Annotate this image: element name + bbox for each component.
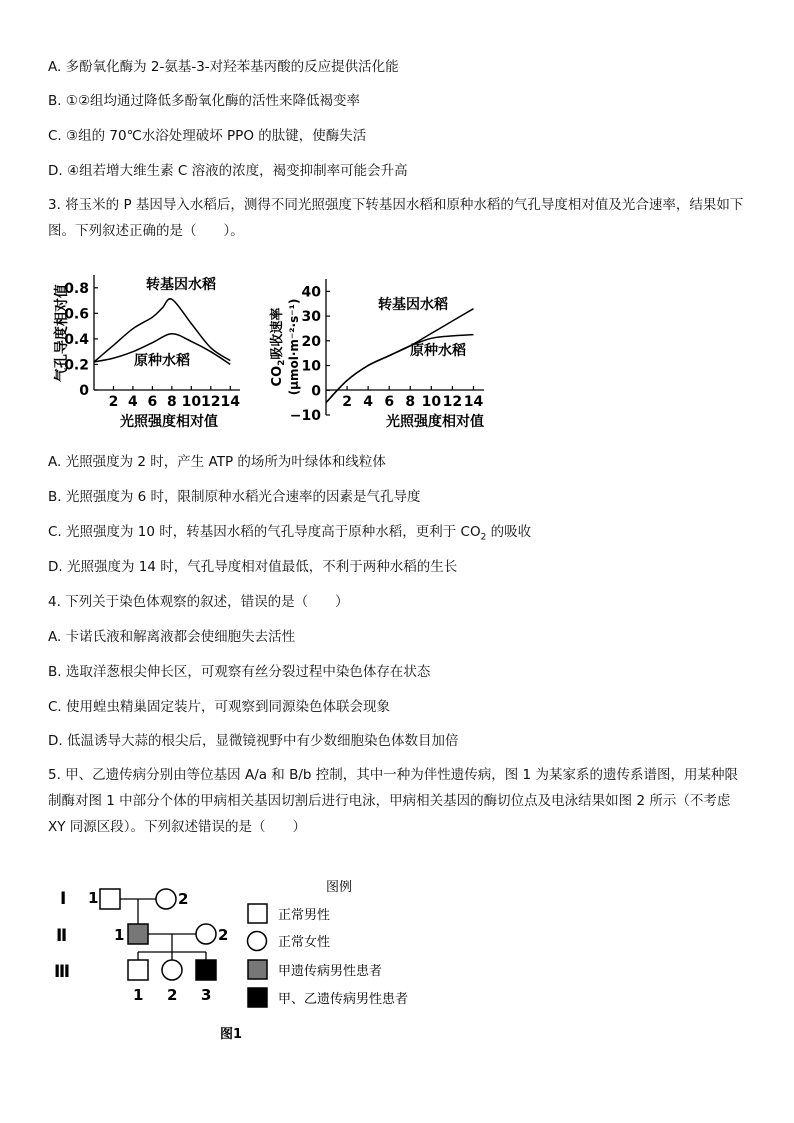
c2-y-tick-label: 20 — [301, 333, 321, 350]
label-I2: 2 — [178, 890, 189, 908]
legend-normal-female-symbol — [248, 932, 267, 951]
legend-disease-a-male: 甲遗传病男性患者 — [278, 964, 383, 979]
c2-xlabel: 光照强度相对值 — [386, 414, 484, 430]
generation-label-1: Ⅰ — [60, 889, 67, 909]
c1-x-tick-label: 12 — [201, 394, 221, 410]
stomatal-conductance-chart — [50, 265, 260, 435]
q2-option-c: C. ③组的 70℃水浴处理破坏 PPO 的肽键，使酶失活 — [48, 128, 367, 144]
label-III2: 2 — [167, 986, 178, 1004]
c2-series-label-transgenic: 转基因水稻 — [378, 297, 448, 313]
q3-option-c-text: C. 光照强度为 10 时，转基因水稻的气孔导度高于原种水稻，更利于 CO — [48, 524, 481, 540]
figure-1-caption: 图1 — [220, 1027, 243, 1042]
c2-ylabel-main: $CO_2$吸收速率 — [270, 307, 287, 387]
individual-I2-normal-female — [156, 889, 176, 909]
c1-y-tick-label: 0.6 — [64, 306, 89, 323]
label-II2: 2 — [218, 926, 229, 944]
q3-stem: 3. 将玉米的 P 基因导入水稻后，测得不同光照强度下转基因水稻和原种水稻的气孔导度相对值及光合速率，结果如下图。下列叙述正确的是（ ）。 — [48, 197, 744, 239]
c1-y-tick-label: 0 — [79, 383, 89, 399]
label-III3: 3 — [201, 986, 212, 1004]
legend-title: 图例 — [326, 880, 353, 895]
label-II1: 1 — [114, 926, 125, 944]
c1-x-tick-label: 4 — [128, 394, 138, 410]
generation-label-2: Ⅱ — [56, 926, 68, 946]
c2-y-tick-label: 10 — [301, 358, 321, 375]
c1-x-tick-label: 2 — [108, 394, 119, 410]
individual-III3-disease-ab-male — [196, 960, 216, 980]
c2-y-tick-label: −10 — [289, 408, 321, 424]
c2-x-tick-label: 12 — [442, 394, 463, 410]
c1-series-label-original: 原种水稻 — [134, 353, 190, 369]
q4-stem: 4. 下列关于染色体观察的叙述，错误的是（ ） — [48, 594, 349, 610]
q4-option-d: D. 低温诱导大蒜的根尖后，显微镜视野中有少数细胞染色体数目加倍 — [48, 733, 459, 749]
c2-x-tick-label: 2 — [342, 394, 352, 410]
q4-option-b: B. 选取洋葱根尖伸长区，可观察有丝分裂过程中染色体存在状态 — [48, 664, 431, 680]
c2-y-tick-label: 0 — [311, 383, 321, 400]
q2-option-b: B. ①②组均通过降低多酚氧化酶的活性来降低褐变率 — [48, 93, 361, 109]
c2-y-tick-label: 40 — [301, 284, 321, 301]
label-III1: 1 — [133, 986, 144, 1004]
generation-label-3: Ⅲ — [54, 962, 71, 982]
c1-ylabel-text: 气孔导度相对值 — [54, 284, 70, 382]
q3-option-d: D. 光照强度为 14 时，气孔导度相对值最低，不利于两种水稻的生长 — [48, 559, 458, 575]
c1-x-tick-label: 6 — [147, 394, 158, 410]
c1-y-tick-label: 0.4 — [64, 331, 89, 348]
pedigree-figure — [50, 872, 470, 1052]
q2-option-d: D. ④组若增大维生素 C 溶液的浓度，褐变抑制率可能会升高 — [48, 163, 408, 179]
c2-x-tick-label: 4 — [363, 394, 374, 410]
c1-y-tick-label: 0.8 — [64, 280, 89, 297]
individual-I1-normal-male — [100, 889, 120, 909]
c2-y-tick-label: 30 — [301, 309, 321, 326]
c2-ylabel-unit: (μmol·m⁻²·s⁻¹) — [287, 298, 301, 396]
c2-x-tick-label: 6 — [384, 394, 395, 410]
legend-disease-ab-male-symbol — [248, 988, 267, 1007]
co2-absorption-chart — [262, 265, 522, 440]
q3-option-a: A. 光照强度为 2 时，产生 ATP 的场所为叶绿体和线粒体 — [48, 454, 386, 470]
c1-x-tick-label: 10 — [181, 394, 202, 410]
q5-stem: 5. 甲、乙遗传病分别由等位基因 A/a 和 B/b 控制，其中一种为伴性遗传病，图 1 为某家系的遗传系谱图，用某种限制酶对图 1 中部分个体的甲病相关基因切割后进行电泳，甲病相关基因的酶切位点及电泳结果如图 2 所示（不考虑 XY 同源区段）。下列叙述错误的是（ ） — [48, 767, 738, 835]
c1-x-tick-label: 14 — [220, 394, 241, 410]
q3-option-b: B. 光照强度为 6 时，限制原种水稻光合速率的因素是气孔导度 — [48, 489, 421, 505]
q3-option-c-tail: 的吸收 — [486, 524, 532, 540]
q3-option-c — [48, 523, 531, 547]
c1-xlabel: 光照强度相对值 — [120, 414, 218, 430]
q4-option-c: C. 使用蝗虫精巢固定装片，可观察到同源染色体联会现象 — [48, 699, 391, 715]
c2-x-tick-label: 14 — [463, 394, 484, 410]
legend-disease-ab-male: 甲、乙遗传病男性患者 — [278, 992, 409, 1007]
legend-disease-a-male-symbol — [248, 960, 267, 979]
c1-x-tick-label: 8 — [166, 394, 177, 410]
individual-III1-normal-male — [128, 960, 148, 980]
legend-normal-female: 正常女性 — [278, 935, 331, 950]
q2-option-a: A. 多酚氧化酶为 2-氨基-3-对羟苯基丙酸的反应提供活化能 — [48, 59, 399, 75]
individual-II1-disease-a-male — [128, 924, 148, 944]
c1-series-label-transgenic: 转基因水稻 — [146, 277, 216, 293]
individual-II2-normal-female — [196, 924, 216, 944]
q3-option-c-sub: 2 — [480, 532, 487, 543]
label-I1: 1 — [88, 889, 99, 907]
c1-y-tick-label: 0.2 — [64, 357, 89, 374]
q4-option-a: A. 卡诺氏液和解离液都会使细胞失去活性 — [48, 629, 296, 645]
c2-x-tick-label: 10 — [421, 394, 442, 410]
c2-x-tick-label: 8 — [405, 394, 416, 410]
legend-normal-male-symbol — [248, 904, 267, 923]
c2-series-label-original: 原种水稻 — [410, 343, 466, 359]
individual-III2-normal-female — [162, 960, 182, 980]
legend-normal-male: 正常男性 — [278, 908, 331, 923]
